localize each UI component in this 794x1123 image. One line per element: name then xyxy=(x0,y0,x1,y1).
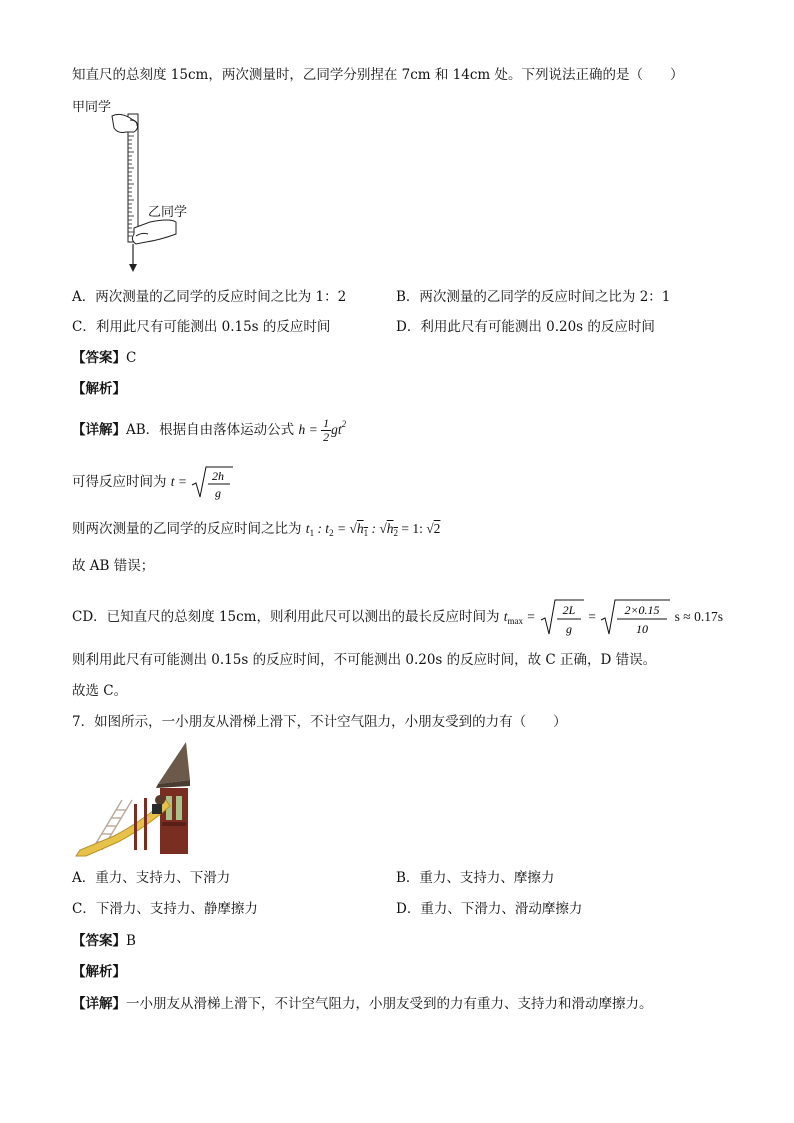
q6-detail-tag: 【详解】 xyxy=(72,422,126,438)
formula-freefall: h = $\frac{1}{2}$ $gt^2$ xyxy=(298,416,347,445)
svg-text:g: g xyxy=(215,486,222,500)
q6-option-a: A．两次测量的乙同学的反应时间之比为 1：2 xyxy=(72,289,347,305)
q7-option-b: B．重力、支持力、摩擦力 xyxy=(396,870,555,886)
q7-option-c: C．下滑力、支持力、静摩擦力 xyxy=(72,901,258,917)
q6-analysis-tag: 【解析】 xyxy=(72,381,126,397)
q6-line1: AB．根据自由落体运动公式 xyxy=(126,422,295,438)
q6-line2: 可得反应时间为 xyxy=(72,474,167,491)
q6-option-c: C．利用此尺有可能测出 0.15s 的反应时间 xyxy=(72,319,331,335)
formula-ratio: $t_1$ : $t_2 = √h_1$ : $√h_2 = 1$: √2 xyxy=(305,521,441,538)
q6-detail-line3 xyxy=(72,520,440,542)
q6-answer: C xyxy=(126,350,137,366)
ruler-figure xyxy=(90,110,190,275)
q6-stem: 知直尺的总刻度 15cm，两次测量时，乙同学分别捏在 7cm 和 14cm 处。下列说法正确的是（ ） xyxy=(72,67,684,83)
q7-answer-line xyxy=(72,932,136,950)
q7-detail: 一小朋友从滑梯上滑下，不计空气阻力，小朋友受到的力有重力、支持力和滑动摩擦力。 xyxy=(126,996,653,1012)
svg-text:2×0.15: 2×0.15 xyxy=(624,603,660,617)
q6-option-d: D．利用此尺有可能测出 0.20s 的反应时间 xyxy=(396,319,655,335)
q7-analysis-tag: 【解析】 xyxy=(72,964,126,980)
q7-detail-tag: 【详解】 xyxy=(72,996,126,1012)
svg-text:2h: 2h xyxy=(212,469,225,483)
svg-text:g: g xyxy=(565,622,572,636)
svg-text:2L: 2L xyxy=(562,603,576,617)
q6-line3: 则两次测量的乙同学的反应时间之比为 xyxy=(72,521,302,537)
q6-detail-line2 xyxy=(72,465,234,501)
label-jia: 甲同学 xyxy=(72,100,112,115)
svg-text:10: 10 xyxy=(636,622,649,636)
label-yi: 乙同学 xyxy=(148,205,188,220)
q6-answer-tag: 【答案】 xyxy=(72,350,126,366)
q6-detail-line7: 故选 C。 xyxy=(72,683,128,699)
q6-detail-line6: 则利用此尺有可能测出 0.15s 的反应时间，不可能测出 0.20s 的反应时间，故 C 正确，D 错误。 xyxy=(72,652,657,668)
q6-detail-line1 xyxy=(72,415,346,444)
q7-detail-line xyxy=(72,995,653,1013)
q6-detail-line5 xyxy=(72,598,723,638)
q7-option-a: A．重力、支持力、下滑力 xyxy=(72,870,231,886)
formula-tmax: $t_{max}$ = 2L g = 2×0.15 10 s ≈ 0.17s xyxy=(504,609,723,624)
q6-detail-line4: 故 AB 错误； xyxy=(72,558,155,574)
formula-reaction-time: t = 2h g xyxy=(171,474,235,489)
q6-line5: CD．已知直尺的总刻度 15cm，则利用此尺可以测出的最长反应时间为 xyxy=(72,609,500,626)
q7-answer: B xyxy=(126,933,136,949)
q6-answer-line xyxy=(72,349,136,367)
q7-option-d: D．重力、下滑力、滑动摩擦力 xyxy=(396,901,583,917)
q6-option-b: B．两次测量的乙同学的反应时间之比为 2：1 xyxy=(396,289,671,305)
q7-stem: 7．如图所示，一小朋友从滑梯上滑下，不计空气阻力，小朋友受到的力有（ ） xyxy=(72,714,567,730)
slide-figure xyxy=(74,740,194,858)
q7-answer-tag: 【答案】 xyxy=(72,933,126,949)
